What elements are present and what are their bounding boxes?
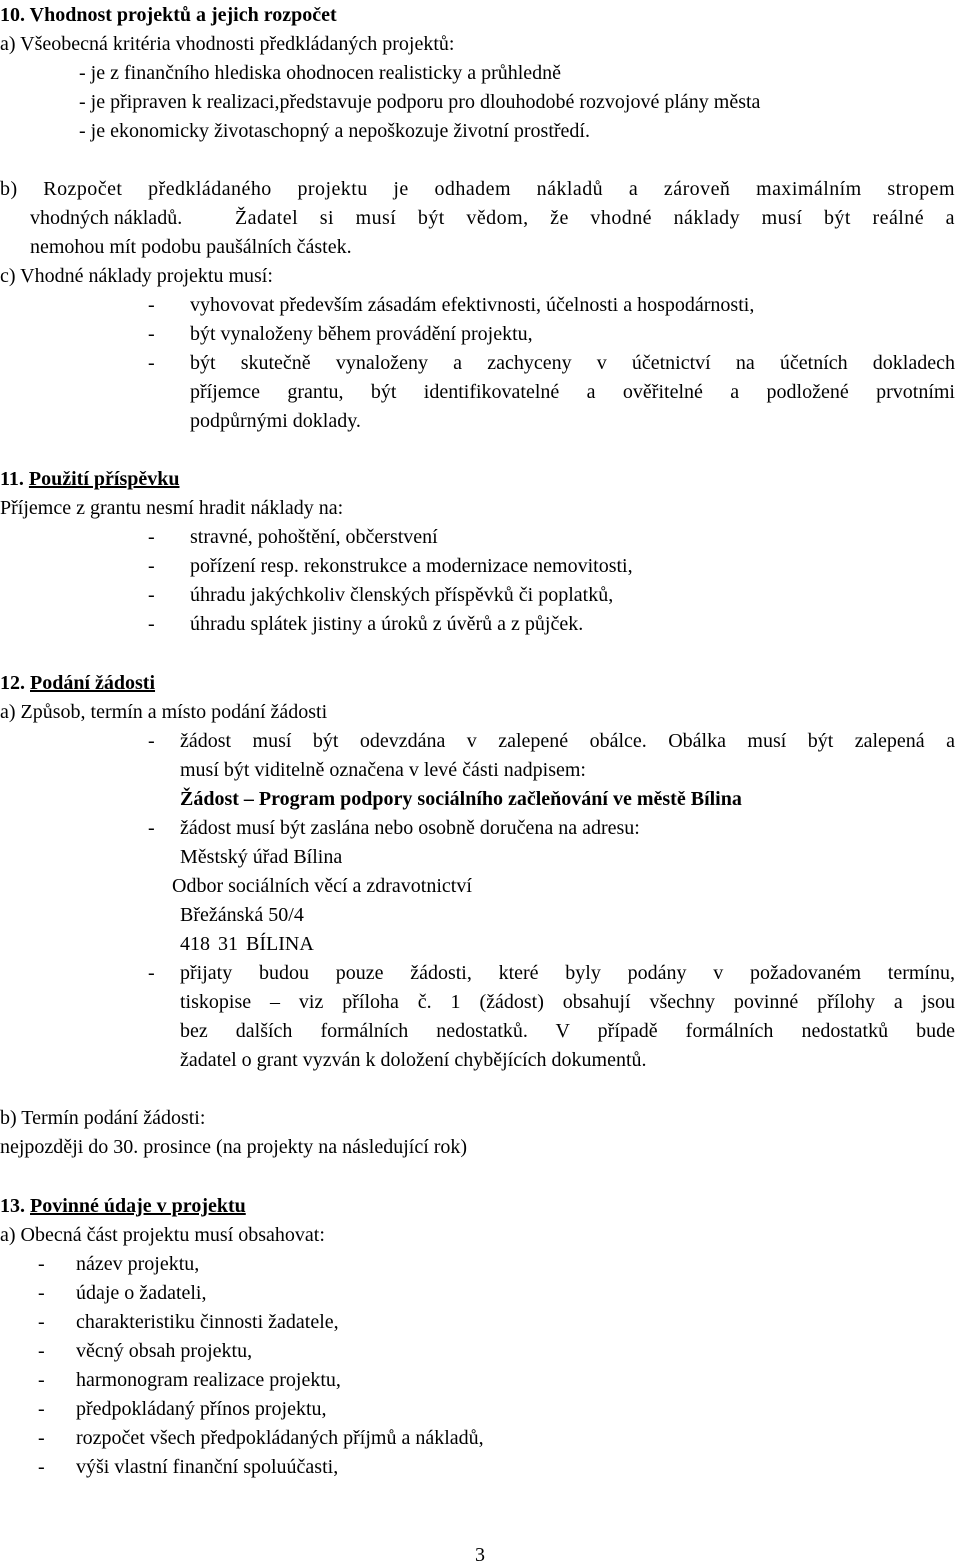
address-line: 418 31 BÍLINA <box>180 933 314 955</box>
envelope-heading: Žádost – Program podpory sociálního začleňování ve městě Bílina <box>180 788 742 810</box>
list-item: - je ekonomicky životaschopný a nepoškozuje životní prostředí. <box>79 120 590 142</box>
section-13-a-label: a) Obecná část projektu musí obsahovat: <box>0 1224 325 1246</box>
list-dash: - <box>38 1340 45 1362</box>
list-dash: - <box>148 817 155 839</box>
list-dash: - <box>148 962 155 984</box>
list-item: harmonogram realizace projektu, <box>76 1369 341 1391</box>
list-dash: - <box>148 352 155 374</box>
list-item: úhradu jakýchkoliv členských příspěvků či poplatků, <box>190 584 614 606</box>
list-dash: - <box>148 730 155 752</box>
list-item: být skutečně vynaloženy a zachyceny v účetnictví na účetních dokladech <box>190 352 955 374</box>
section-12-a-label: a) Způsob, termín a místo podání žádosti <box>0 701 328 723</box>
list-item: žádost musí být zaslána nebo osobně doručena na adresu: <box>180 817 640 839</box>
section-12-heading: Podání žádosti <box>30 672 156 694</box>
list-dash: - <box>38 1311 45 1333</box>
address-line: Břežánská 50/4 <box>180 904 304 926</box>
section-10-b-line: vhodných nákladů. <box>30 207 183 229</box>
list-item: údaje o žadateli, <box>76 1282 207 1304</box>
address-line: Městský úřad Bílina <box>180 846 343 868</box>
section-13-title <box>0 1193 246 1219</box>
list-dash: - <box>148 526 155 548</box>
list-dash: - <box>38 1253 45 1275</box>
section-11-number: 11. <box>0 468 24 490</box>
section-10-c-label: c) Vhodné náklady projektu musí: <box>0 265 273 287</box>
section-10-title: 10. Vhodnost projektů a jejich rozpočet <box>0 4 337 26</box>
list-dash: - <box>148 555 155 577</box>
list-item-continued: příjemce grantu, být identifikovatelné a ověřitelné a podložené prvotními <box>190 381 955 403</box>
list-dash: - <box>38 1427 45 1449</box>
list-item: pořízení resp. rekonstrukce a modernizace nemovitosti, <box>190 555 633 577</box>
list-dash: - <box>148 323 155 345</box>
page-number: 3 <box>475 1544 485 1566</box>
list-item: věcný obsah projektu, <box>76 1340 253 1362</box>
section-11-intro: Příjemce z grantu nesmí hradit náklady na: <box>0 497 344 519</box>
section-10-b-line: b) Rozpočet předkládaného projektu je odhadem nákladů a zároveň maximálním stropem <box>0 178 955 200</box>
section-10-a-label: a) Všeobecná kritéria vhodnosti předkládaných projektů: <box>0 33 455 55</box>
section-13-heading: Povinné údaje v projektu <box>30 1195 246 1217</box>
list-item-continued: bez dalších formálních nedostatků. V případě formálních nedostatků bude <box>180 1020 955 1042</box>
list-item: úhradu splátek jistiny a úroků z úvěrů a z půjček. <box>190 613 584 635</box>
list-item: předpokládaný přínos projektu, <box>76 1398 327 1420</box>
list-dash: - <box>38 1369 45 1391</box>
list-item: - je připraven k realizaci,představuje podporu pro dlouhodobé rozvojové plány města <box>79 91 761 113</box>
list-item: žádost musí být odevzdána v zalepené obálce. Obálka musí být zalepená a <box>180 730 955 752</box>
list-item: výši vlastní finanční spoluúčasti, <box>76 1456 339 1478</box>
section-11-title <box>0 466 179 492</box>
list-item: přijaty budou pouze žádosti, které byly podány v požadovaném termínu, <box>180 962 955 984</box>
list-item: rozpočet všech předpokládaných příjmů a nákladů, <box>76 1427 484 1449</box>
list-dash: - <box>148 613 155 635</box>
list-item: vyhovovat především zásadám efektivnosti, účelnosti a hospodárnosti, <box>190 294 755 316</box>
list-item: - je z finančního hlediska ohodnocen realisticky a průhledně <box>79 62 562 84</box>
list-item-continued: musí být viditelně označena v levé části nadpisem: <box>180 759 586 781</box>
list-dash: - <box>148 294 155 316</box>
submission-deadline: nejpozději do 30. prosince (na projekty na následující rok) <box>0 1136 468 1158</box>
list-item: charakteristiku činnosti žadatele, <box>76 1311 339 1333</box>
list-item-continued: tiskopise – viz příloha č. 1 (žádost) obsahují všechny povinné přílohy a jsou <box>180 991 955 1013</box>
list-dash: - <box>38 1398 45 1420</box>
section-12-number: 12. <box>0 672 25 694</box>
list-item: být vynaloženy během provádění projektu, <box>190 323 533 345</box>
section-11-heading: Použití příspěvku <box>28 468 180 490</box>
section-12-title <box>0 670 155 696</box>
list-item-continued: podpůrnými doklady. <box>190 410 361 432</box>
list-item-continued: žadatel o grant vyzván k doložení chybějících dokumentů. <box>180 1049 647 1071</box>
address-line: Odbor sociálních věcí a zdravotnictví <box>172 875 472 897</box>
section-13-number: 13. <box>0 1195 25 1217</box>
list-item: název projektu, <box>76 1253 200 1275</box>
section-12-b-label: b) Termín podání žádosti: <box>0 1107 206 1129</box>
section-10-b-line: Žadatel si musí být vědom, že vhodné náklady musí být reálné a <box>235 207 955 229</box>
list-dash: - <box>38 1282 45 1304</box>
list-dash: - <box>148 584 155 606</box>
section-10-b-line: nemohou mít podobu paušálních částek. <box>30 236 352 258</box>
list-item: stravné, pohoštění, občerstvení <box>190 526 438 548</box>
list-dash: - <box>38 1456 45 1478</box>
